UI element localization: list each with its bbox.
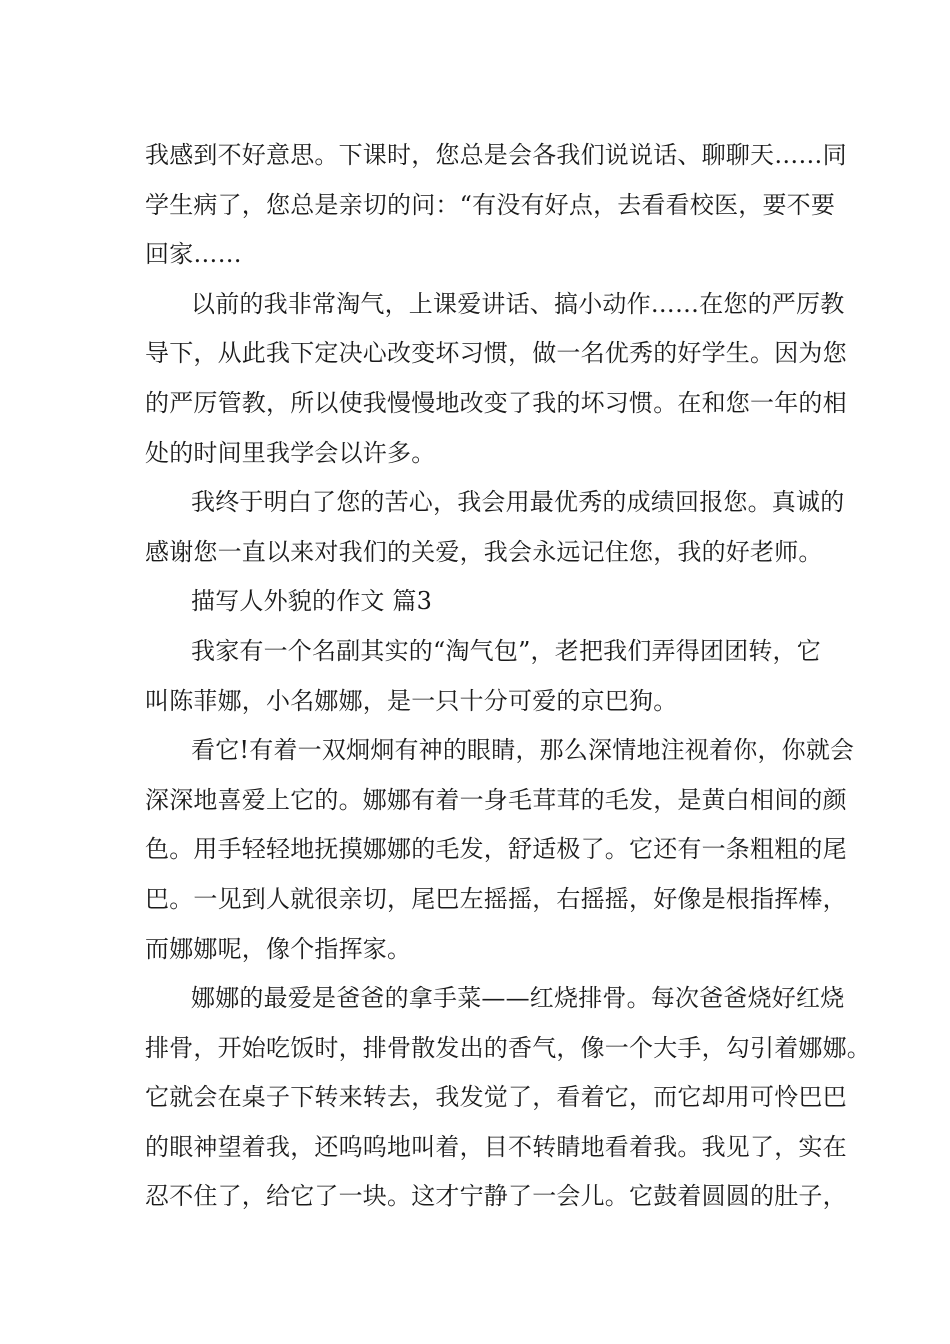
paragraph-line: 巴。一见到人就很亲切，尾巴左摇摇，右摇摇，好像是根指挥棒， <box>145 884 847 913</box>
paragraph-line: 处的时间里我学会以许多。 <box>145 438 436 467</box>
section-heading: 描写人外貌的作文 篇3 <box>191 587 433 616</box>
paragraph-line: 以前的我非常淘气，上课爱讲话、搞小动作……在您的严厉教 <box>191 289 845 318</box>
paragraph-line: 回家…… <box>145 240 242 269</box>
paragraph-line: 的严厉管教，所以使我慢慢地改变了我的坏习惯。在和您一年的相 <box>145 388 847 417</box>
paragraph-line: 我感到不好意思。下课时，您总是会各我们说说话、聊聊天……同 <box>145 141 847 169</box>
paragraph-line: 我终于明白了您的苦心，我会用最优秀的成绩回报您。真诚的 <box>191 488 845 517</box>
paragraph-line: 叫陈菲娜，小名娜娜，是一只十分可爱的京巴狗。 <box>145 686 678 715</box>
paragraph-line: 娜娜的最爱是爸爸的拿手菜——红烧排骨。每次爸爸烧好红烧 <box>191 984 845 1013</box>
paragraph-line: 色。用手轻轻地抚摸娜娜的毛发，舒适极了。它还有一条粗粗的尾 <box>145 835 847 864</box>
paragraph-line: 排骨，开始吃饭时，排骨散发出的香气，像一个大手，勾引着娜娜。 <box>145 1033 871 1062</box>
paragraph-line: 学生病了，您总是亲切的问：“有没有好点，去看看校医，要不要 <box>145 190 836 219</box>
paragraph-line: 的眼神望着我，还呜呜地叫着，目不转睛地看着我。我见了，实在 <box>145 1132 847 1161</box>
paragraph-line: 我家有一个名副其实的“淘气包”，老把我们弄得团团转，它 <box>191 636 821 665</box>
paragraph-line: 它就会在桌子下转来转去，我发觉了，看着它，而它却用可怜巴巴 <box>145 1083 847 1112</box>
paragraph-line: 忍不住了，给它了一块。这才宁静了一会儿。它鼓着圆圆的肚子， <box>145 1182 847 1211</box>
paragraph-line: 深深地喜爱上它的。娜娜有着一身毛茸茸的毛发，是黄白相间的颜 <box>145 785 847 814</box>
paragraph-line: 而娜娜呢，像个指挥家。 <box>145 934 412 963</box>
document-body <box>145 131 871 1222</box>
paragraph-line: 感谢您一直以来对我们的关爱，我会永远记住您，我的好老师。 <box>145 537 823 566</box>
paragraph-line: 看它!有着一双炯炯有神的眼睛，那么深情地注视着你，你就会 <box>191 736 855 765</box>
paragraph-line: 导下，从此我下定决心改变坏习惯，做一名优秀的好学生。因为您 <box>145 339 847 368</box>
